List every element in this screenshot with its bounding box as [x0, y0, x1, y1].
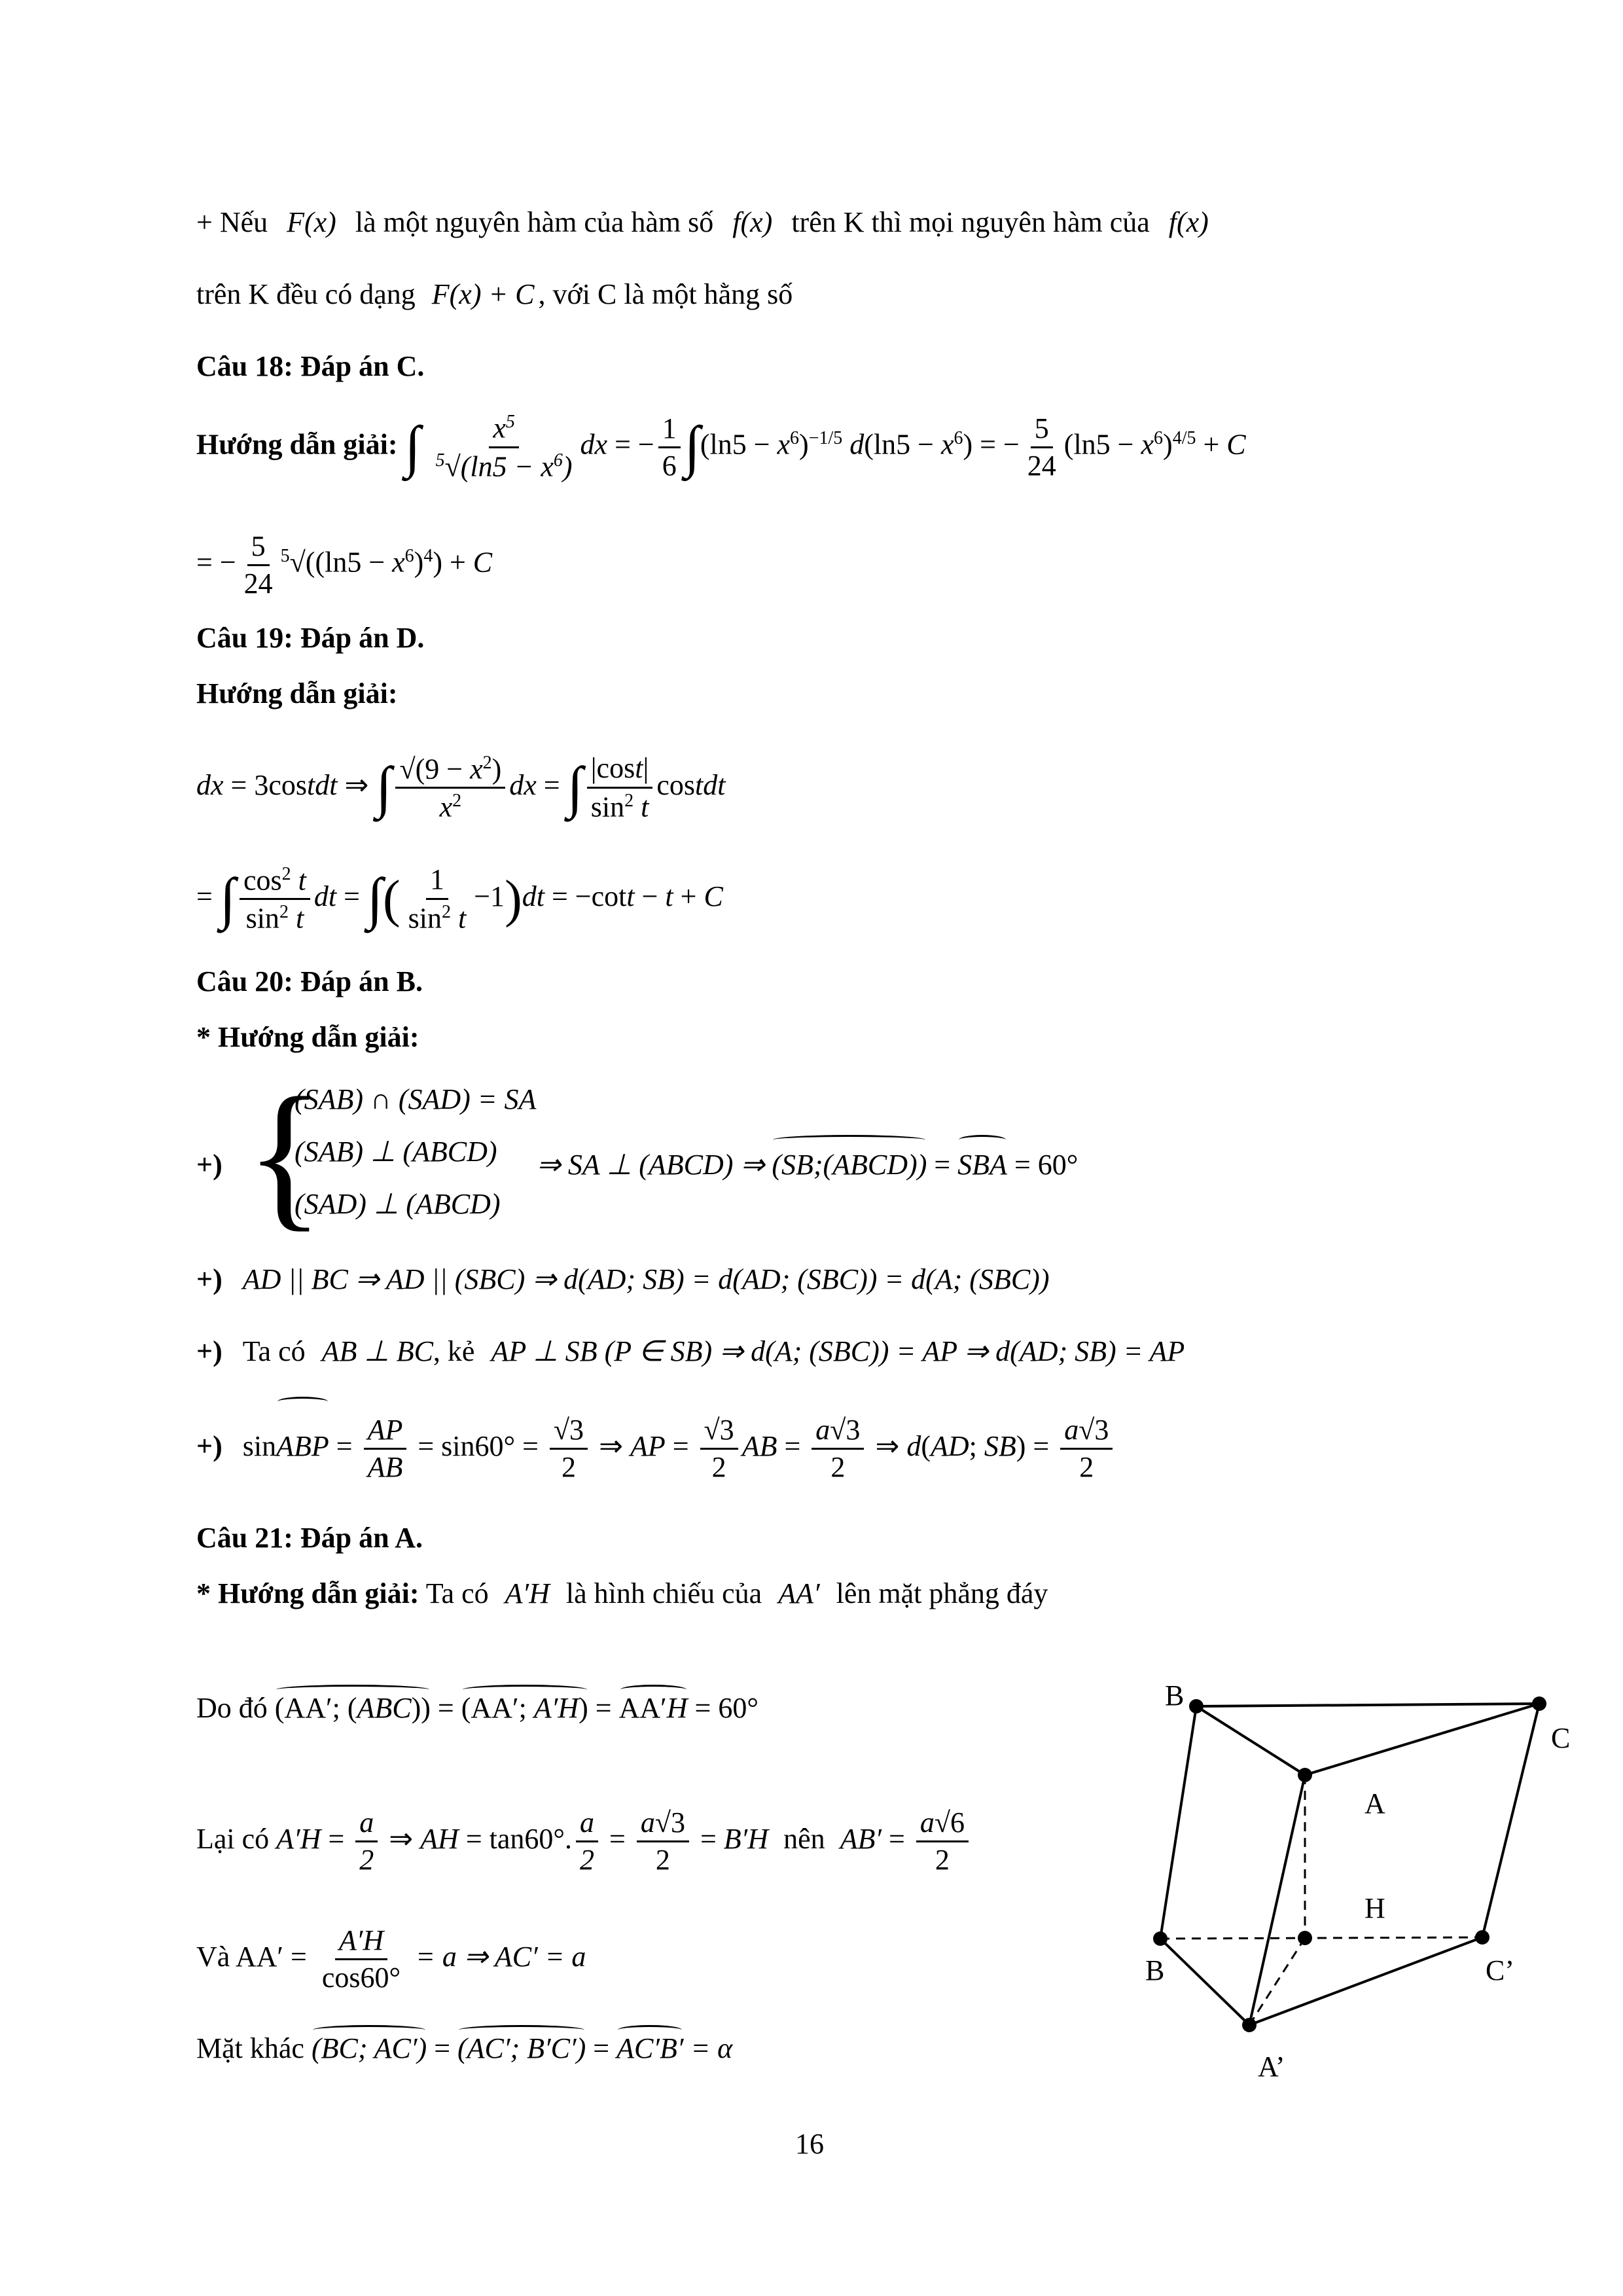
text: Ta có	[242, 1335, 306, 1367]
text: lên mặt phẳng đáy	[836, 1577, 1048, 1609]
q20-line-3	[196, 1332, 1185, 1371]
page-number: 16	[795, 2128, 824, 2160]
vertex-H	[1298, 1931, 1312, 1945]
angle-value: = 60°	[694, 1692, 758, 1724]
q19-line-2: = ∫ $\frac{\cos^2 t}{\sin^2 t}$ dt = ∫( $\frac{1}{\sin^2 t}$ −1)dt = −cott − t + C	[196, 863, 723, 935]
q21-line-3: Và AA′ = $\frac{A'H}{\cos 60^\circ}$ = a ⇒ AC′ = a	[196, 1924, 586, 1994]
math-Fx: F(x)	[287, 206, 336, 238]
plus-marker: +)	[196, 1149, 223, 1181]
label-A-prime: A’	[1258, 2051, 1285, 2083]
q18-guide-label: Hướng dẫn giải:	[196, 428, 398, 461]
intro-line-1	[196, 203, 1440, 242]
system-line-2: (SAB) ⊥ (ABCD)	[294, 1136, 497, 1168]
text: Do đó	[196, 1692, 268, 1724]
math-fx: f(x)	[732, 206, 773, 238]
text: trên K đều có dạng	[196, 278, 416, 310]
q20-line-2	[196, 1260, 1050, 1299]
q21-guide-line	[196, 1574, 1048, 1613]
label-C-top: C	[1551, 1722, 1571, 1754]
text: + Nếu	[196, 206, 268, 238]
system-line-1: (SAB) ∩ (SAD) = SA	[294, 1083, 537, 1115]
q20-heading: Câu 20: Đáp án B.	[196, 965, 423, 997]
math-FxC: F(x) + C	[431, 278, 535, 310]
label-A: A	[1364, 1787, 1385, 1820]
text: là một nguyên hàm của hàm số	[355, 206, 714, 238]
vertex-C-prime	[1475, 1930, 1489, 1945]
vertex-B-bottom	[1153, 1931, 1168, 1946]
math: AA′	[778, 1577, 820, 1609]
plus-marker: +)	[196, 1335, 223, 1367]
angle-value: = 60°	[1014, 1149, 1079, 1181]
q20-line-4: +) sinABP = $\frac{AP}{AB}$ = sin60° = $\frac{√3}{2}$ ⇒ AP = $\frac{√3}{2}$ AB = $\frac{a√3}{2}$ ⇒ d(AD; SB) = $\frac{a√3}{2}$	[196, 1401, 1116, 1492]
q20-parallel: AD || BC ⇒ AD || (SBC) ⇒ d(AD; SB) = d(AD; (SBC)) = d(A; (SBC))	[242, 1263, 1050, 1295]
q21-line-4: Mặt khác (BC; AC′) = (AC′; B′C′) = AC′B′ = α	[196, 2029, 732, 2068]
plus-marker: +)	[196, 1263, 223, 1295]
q18-heading: Câu 18: Đáp án C.	[196, 350, 425, 382]
vertex-A-prime	[1242, 2018, 1257, 2032]
label-C-prime: C’	[1486, 1954, 1514, 1986]
q19-guide: Hướng dẫn giải:	[196, 677, 398, 709]
q20-guide: * Hướng dẫn giải:	[196, 1021, 419, 1053]
math: = a ⇒ AC′ = a	[416, 1941, 586, 1973]
plus-marker: +)	[196, 1430, 223, 1462]
vertex-A	[1298, 1768, 1312, 1782]
system-line-3: (SAD) ⊥ (ABCD)	[294, 1188, 501, 1220]
math: AP ⊥ SB (P ∈ SB) ⇒ d(A; (SBC)) = AP ⇒ d(AD; SB) = AP	[491, 1335, 1185, 1367]
text: Mặt khác	[196, 2032, 304, 2064]
q19-heading: Câu 19: Đáp án D.	[196, 622, 425, 654]
text: nên	[783, 1823, 825, 1855]
math: A′H	[505, 1577, 550, 1609]
q21-guide-label: * Hướng dẫn giải:	[196, 1577, 419, 1609]
math: AB ⊥ BC	[321, 1335, 433, 1367]
vertex-C-top	[1532, 1696, 1546, 1711]
system-conclusion: ⇒ SA ⊥ (ABCD) ⇒	[537, 1149, 765, 1181]
text: Lại có	[196, 1823, 270, 1855]
q21-heading: Câu 21: Đáp án A.	[196, 1522, 423, 1554]
text: là hình chiếu của	[565, 1577, 762, 1609]
prism-figure	[1113, 1676, 1571, 2108]
q18-result: = − $\frac{5}{24}$ $^5√((\ln 5 - x^6)^4) + C$	[196, 529, 493, 600]
text: trên K thì mọi nguyên hàm của	[791, 206, 1150, 238]
text: , kẻ	[433, 1335, 475, 1367]
math-fx: f(x)	[1168, 206, 1209, 238]
label-B-top: B	[1165, 1679, 1185, 1712]
q19-line-1: dx = 3costdt ⇒ ∫ $\frac{√(9 - x^2)}{x^2}$ dx = ∫ $\frac{|\cos t|}{\sin^2 t}$ costdt	[196, 752, 726, 824]
q21-line-2: Lại có A′H = $\frac{a}{2}$ ⇒ AH = tan60°. $\frac{a}{2}$ = $\frac{a√3}{2}$ = B′H nên AB′ = $\frac{a√6}{2}$	[196, 1793, 972, 1885]
math: = α	[690, 2032, 733, 2064]
q21-line-1: Do đó (AA′; (ABC)) = (AA′; A′H) = AA′H = 60°	[196, 1689, 758, 1728]
label-H: H	[1364, 1892, 1385, 1924]
intro-line-2	[196, 275, 793, 314]
text: , với C là một hằng số	[538, 278, 793, 310]
q18-formula: Hướng dẫn giải: ∫ $\frac{x^5}{^5√(\ln 5 - x^6)}$ dx = − $\frac{1}{6}$ $\int(\ln 5 - x^6)^{-1/5}$ $d(\ln 5 - x^6)$ = − $\frac{5}{24}$ $(\ln 5 - x^6)^{4/5} + C$	[196, 412, 1246, 483]
vertex-B-top	[1189, 1699, 1204, 1713]
text: Ta có	[425, 1577, 489, 1609]
text: Và	[196, 1941, 230, 1973]
label-B-bottom: B	[1145, 1954, 1165, 1986]
